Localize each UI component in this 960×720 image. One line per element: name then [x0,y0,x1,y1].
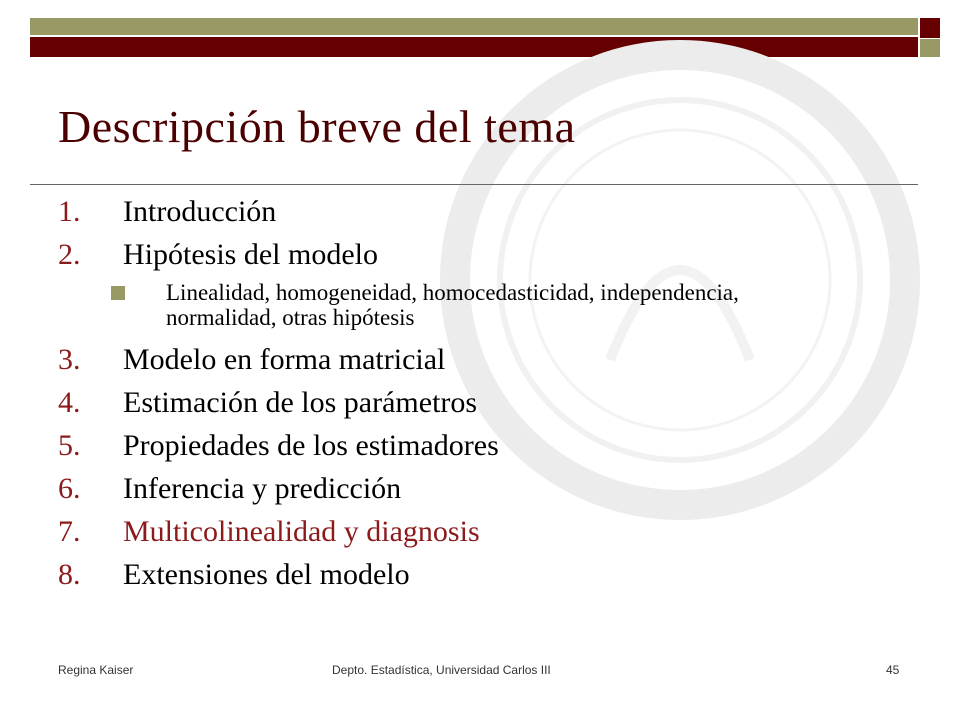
footer-department: Depto. Estadística, Universidad Carlos III [332,663,551,677]
item-label: Introducción [123,195,277,228]
item-label: Inferencia y predicción [123,472,402,505]
page-number: 45 [886,663,900,677]
item-number: 7. [58,515,81,548]
item-label: Extensiones del modelo [123,558,410,591]
item-number: 5. [58,429,81,462]
item-label: Modelo en forma matricial [123,343,446,376]
item-label: Propiedades de los estimadores [123,429,499,462]
footer-author: Regina Kaiser [58,663,134,677]
corner-olive-square [920,39,940,57]
item-number: 8. [58,558,81,591]
square-bullet-icon [111,286,125,300]
item-number: 1. [58,195,81,228]
item-number: 3. [58,343,81,376]
title-divider [30,184,918,185]
top-olive-bar [30,18,918,35]
item-number: 4. [58,386,81,419]
item-number: 2. [58,238,81,271]
corner-maroon-square [920,18,940,38]
item-label: Hipótesis del modelo [123,238,378,271]
item-label: Multicolinealidad y diagnosis [123,515,480,548]
slide-title: Descripción breve del tema [58,101,576,152]
subitem-text: Linealidad, homogeneidad, homocedasticidad, independencia, normalidad, otras hipótesis [166,280,739,330]
item-number: 6. [58,472,81,505]
item-label: Estimación de los parámetros [123,386,478,419]
